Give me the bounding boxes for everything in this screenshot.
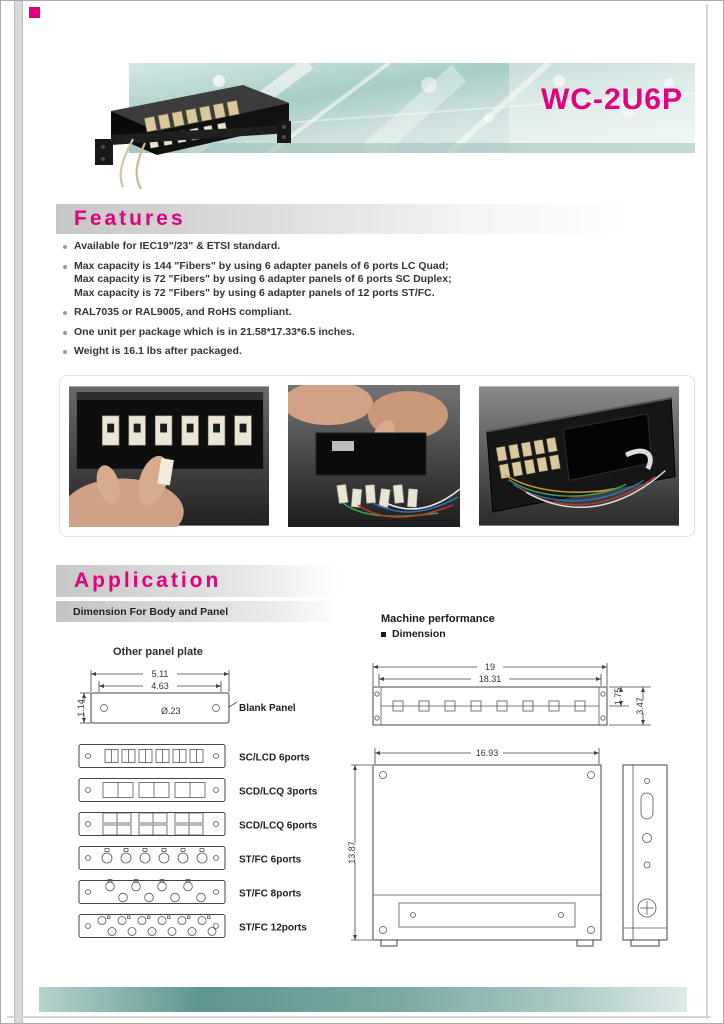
chassis-front-elevation-drawing: [359, 659, 694, 739]
machine-performance-title: Machine performance: [381, 613, 495, 625]
feature-item: [63, 326, 688, 340]
product-photo: [93, 69, 293, 191]
panel-drawings: [77, 665, 347, 945]
application-subtitle-bar: [56, 601, 332, 622]
sc-lcd-6ports-drawing: [77, 741, 227, 771]
install-photo-2: [288, 385, 460, 527]
panel-row: [77, 843, 347, 877]
feature-line: One unit per package which is in 21.58*17.33*6.5 inches.: [74, 325, 355, 338]
panel-row: [77, 911, 347, 945]
install-photo-1: [69, 385, 269, 527]
panel-label: ST/FC 12ports: [239, 922, 307, 934]
feature-line: Max capacity is 72 "Fibers" by using 6 adapter panels of 6 ports SC Duplex;: [74, 273, 452, 285]
feature-line: Weight is 16.1 lbs after packaged.: [74, 345, 242, 357]
dim-inner-width: 4.63: [151, 681, 169, 691]
body-top-view-drawing: [343, 743, 618, 958]
dim-hole-diameter: Ø.23: [161, 706, 181, 716]
bullet-icon: [63, 350, 67, 354]
bullet-icon: [63, 311, 67, 315]
install-photo-3: [479, 385, 679, 527]
installation-photos: [59, 375, 695, 537]
panel-row: [77, 877, 347, 911]
panel-row: [77, 741, 347, 775]
blank-panel-drawing: [77, 665, 237, 741]
panel-row: [77, 775, 347, 809]
features-header-bar: [56, 204, 696, 234]
feature-item: [63, 306, 688, 320]
st-fc-12ports-drawing: [77, 911, 227, 941]
features-list: [63, 240, 688, 365]
page-bottom-edge: [7, 1016, 711, 1018]
feature-line: Max capacity is 72 "Fibers" by using 6 adapter panels of 12 ports ST/FC.: [74, 286, 435, 299]
machine-performance-item: [381, 628, 495, 640]
application-heading: Application: [74, 569, 222, 592]
panel-label: SCD/LCQ 6ports: [239, 820, 318, 832]
product-title: WC-2U6P: [540, 83, 683, 116]
feature-line: Max capacity is 144 "Fibers" by using 6 adapter panels of 6 ports LC Quad;: [74, 259, 449, 272]
dim-rack-inner-height: 1.75: [613, 687, 623, 706]
panel-label: ST/FC 8ports: [239, 888, 302, 900]
footer-bar: [39, 987, 687, 1012]
side-view-drawing: [613, 743, 678, 958]
dim-body-width: 16.93: [475, 748, 499, 758]
st-fc-6ports-drawing: [77, 843, 227, 873]
panel-label: SCD/LCQ 3ports: [239, 786, 318, 798]
bullet-icon: [63, 245, 67, 249]
bullet-icon: [63, 265, 67, 269]
corner-marker: [29, 7, 40, 18]
page-left-edge: [14, 1, 23, 1023]
st-fc-8ports-drawing: [77, 877, 227, 907]
panel-plate-title: Other panel plate: [113, 646, 203, 658]
panel-label: Blank Panel: [239, 703, 296, 714]
application-header-bar: [56, 565, 356, 597]
feature-item: [63, 240, 688, 254]
dim-body-height: 13.87: [347, 841, 357, 864]
dim-height: 1.14: [77, 699, 86, 717]
panel-label: SC/LCD 6ports: [239, 752, 310, 764]
machine-performance-item-label: Dimension: [392, 628, 446, 640]
bullet-icon: [63, 331, 67, 335]
feature-item: [63, 260, 688, 301]
features-heading: Features: [74, 207, 186, 230]
feature-line: Available for IEC19"/23" & ETSI standard.: [74, 240, 281, 252]
page-right-edge: [706, 4, 708, 1019]
application-subtitle: Dimension For Body and Panel: [73, 605, 229, 618]
dim-rack-outer-width: 19: [484, 662, 496, 672]
feature-line: RAL7035 or RAL9005, and RoHS compliant.: [74, 306, 292, 318]
scd-lcq-6ports-drawing: [77, 809, 227, 839]
dim-rack-outer-height: 3.47: [635, 697, 645, 715]
panel-label: ST/FC 6ports: [239, 854, 302, 866]
feature-item: [63, 345, 688, 359]
machine-performance: [381, 613, 495, 640]
panel-row: [77, 665, 347, 741]
dim-outer-width: 5.11: [151, 669, 169, 679]
panel-row: [77, 809, 347, 843]
dim-rack-inner-width: 18.31: [478, 674, 502, 684]
square-bullet-icon: [381, 632, 386, 637]
scd-lcq-3ports-drawing: [77, 775, 227, 805]
